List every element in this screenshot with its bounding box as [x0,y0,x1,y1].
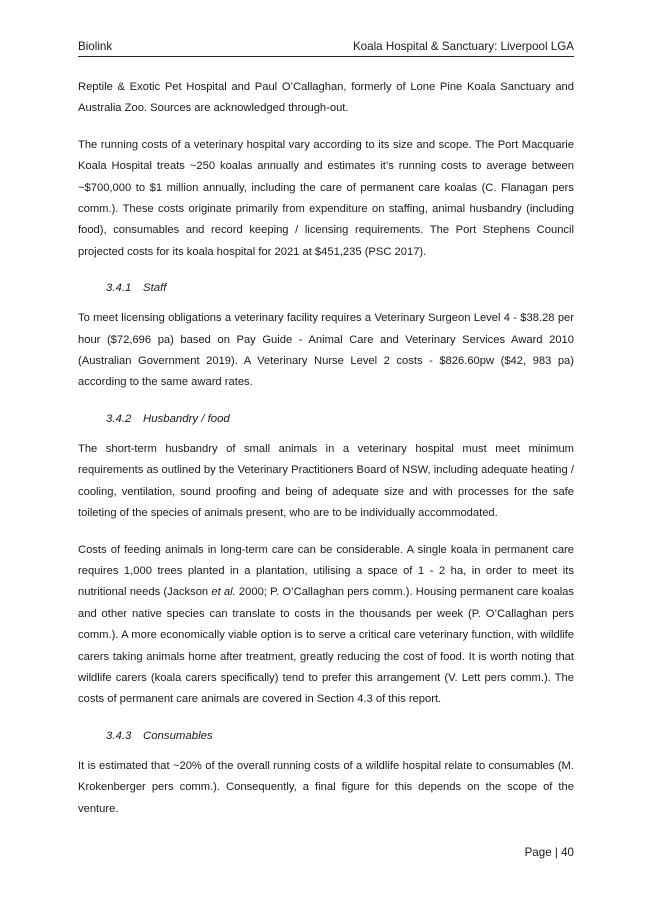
section-heading-consumables [78,726,574,746]
intro-paragraph-1: Reptile & Exotic Pet Hospital and Paul O’Callaghan, formerly of Lone Pine Koala Sanctuary and Australia Zoo. Sources are acknowledged through-out. [78,81,574,115]
intro-paragraph-2: The running costs of a veterinary hospital vary according to its size and scope. The Port Macquarie Koala Hospital treats ~250 koalas annually and estimates it’s running costs to average between ~$700,000 to $1 million annually, including the care of permanent care koalas (C. Flanagan pers comm.). These costs originate primarily from expenditure on staffing, animal husbandry (including food), consumables and record keeping / licensing requirements. The Port Stephens Council projected costs for its koala hospital for 2021 at $451,235 (PSC 2017). [78,138,574,258]
header-organisation: Biolink [78,40,113,53]
staff-paragraph: To meet licensing obligations a veterinary facility requires a Veterinary Surgeon Level 4 - $38.28 per hour ($72,696 pa) based on Pay Guide - Animal Care and Veterinary Services Award 2010 (Australian Government 2019). A Veterinary Nurse Level 2 costs - $826.60pw ($42, 983 pa) according to the same award rates. [78,312,574,389]
page-body [78,77,574,835]
husbandry-text-b: 2000; P. O’Callaghan pers comm.). Housing permanent care koalas and other native species can translate to costs in the thousands per week (P. O’Callaghan pers comm.). A more economically viable option is to serve a critical care veterinary function, with wildlife carers taking animals home after treatment, greatly reducing the cost of food. It is worth noting that wildlife carers (koala carers specifically) tend to prefer this arrangement (V. Lett pers comm.). The costs of permanent care animals are covered in Section 4.3 of this report. [78,586,574,706]
husbandry-paragraph-2 [78,540,574,711]
page-header [78,38,574,57]
section-title: Staff [143,282,167,295]
section-number: 3.4.1 [106,282,132,295]
page-number: Page | 40 [524,846,574,859]
section-title: Consumables [143,729,213,742]
section-number: 3.4.2 [106,412,132,425]
citation-et-al: et al. [211,586,236,599]
section-heading-husbandry [78,409,574,429]
section-title: Husbandry / food [143,412,230,425]
section-number: 3.4.3 [106,729,132,742]
husbandry-text-a: Costs of feeding animals in long-term care can be considerable. A single koala in permanent care requires 1,000 trees planted in a plantation, utilising a space of 1 - 2 ha, in order to meet its nutritional needs (Jackson [78,543,574,599]
husbandry-paragraph-1: The short-term husbandry of small animals in a veterinary hospital must meet minimum requirements as outlined by the Veterinary Practitioners Board of NSW, including adequate heating / cooling, ventilation, sound proofing and being of adequate size and with processes for the safe toileting of the species of animals present, who are to be individually accommodated. [78,442,574,520]
consumables-paragraph: It is estimated that ~20% of the overall running costs of a wildlife hospital relate to consumables (M. Krokenberger pers comm.). Consequently, a final figure for this depends on the scope of the venture. [78,759,574,815]
header-report-title: Koala Hospital & Sanctuary: Liverpool LGA [352,40,574,53]
section-heading-staff [78,278,574,298]
